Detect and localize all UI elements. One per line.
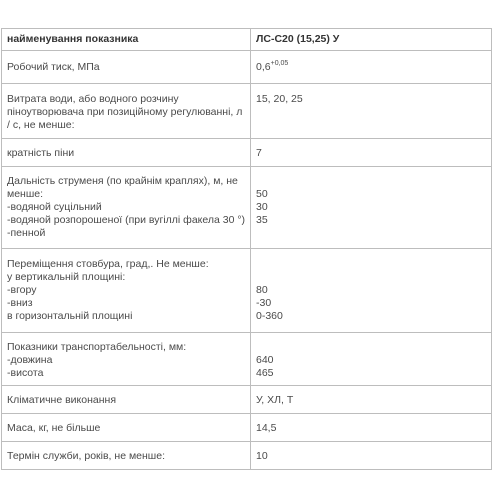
param-subitem: -висота <box>7 367 44 379</box>
value-cell <box>251 249 492 333</box>
value-cell <box>251 442 492 470</box>
param-cell <box>2 84 251 139</box>
value-text: 465 <box>256 367 274 379</box>
header-param-label: найменування показника <box>7 33 139 45</box>
param-cell <box>2 414 251 442</box>
param-subitem: -вниз <box>7 297 33 309</box>
value-text: -30 <box>256 297 272 309</box>
value-cell <box>251 386 492 414</box>
value-cell <box>251 333 492 386</box>
value-text: 640 <box>256 354 274 366</box>
value-text: 10 <box>256 450 268 462</box>
param-text: Маса, кг, не більше <box>7 422 101 434</box>
param-text: Витрата води, або водного розчину піноутворювача при позиційному регулюванні, л / с, не менше: <box>7 93 243 131</box>
value-text: 80 <box>256 284 268 296</box>
table-row <box>2 442 492 470</box>
table-row <box>2 249 492 333</box>
value-text: 0,6 <box>256 61 271 73</box>
param-cell <box>2 51 251 84</box>
param-subitem: -водяной суцільний <box>7 201 102 213</box>
value-cell <box>251 139 492 167</box>
value-cell <box>251 84 492 139</box>
value-text: У, ХЛ, Т <box>256 394 294 406</box>
header-model-cell <box>251 29 492 51</box>
header-model-label: ЛС-С20 (15,25) У <box>256 33 340 45</box>
value-text: 50 <box>256 188 268 200</box>
table-row <box>2 51 492 84</box>
param-text: Дальність струменя (по крайнім краплях), м, не менше: <box>7 175 238 200</box>
param-cell <box>2 139 251 167</box>
param-cell <box>2 442 251 470</box>
value-text: 7 <box>256 147 262 159</box>
table-row <box>2 139 492 167</box>
table-row <box>2 414 492 442</box>
param-cell <box>2 386 251 414</box>
specifications-table <box>1 28 492 470</box>
table-row <box>2 167 492 249</box>
param-cell <box>2 249 251 333</box>
param-text: Показники транспортабельності, мм: <box>7 341 187 353</box>
table-header-row <box>2 29 492 51</box>
param-subitem: -пенной <box>7 227 46 239</box>
param-subitem: -водяной розпорошеної (при вугіллі факела 30 °) <box>7 214 246 226</box>
param-text: Кліматичне виконання <box>7 394 117 406</box>
value-tolerance: +0,05 <box>270 60 289 67</box>
param-text: Термін служби, років, не менше: <box>7 450 165 462</box>
param-text: кратність піни <box>7 147 75 159</box>
param-subitem: -вгору <box>7 284 37 296</box>
param-subitem: -довжина <box>7 354 53 366</box>
table-row <box>2 84 492 139</box>
value-text: 35 <box>256 214 268 226</box>
value-cell <box>251 414 492 442</box>
value-cell <box>251 167 492 249</box>
table-row <box>2 333 492 386</box>
param-cell <box>2 333 251 386</box>
value-text: 0-360 <box>256 310 283 322</box>
value-text: 30 <box>256 201 268 213</box>
header-param-cell <box>2 29 251 51</box>
value-text: 15, 20, 25 <box>256 93 303 105</box>
param-subitem: у вертикальній площині: <box>7 271 126 283</box>
param-cell <box>2 167 251 249</box>
param-subitem: в горизонтальній площині <box>7 310 133 322</box>
value-cell <box>251 51 492 84</box>
value-text: 14,5 <box>256 422 277 434</box>
param-text: Робочий тиск, МПа <box>7 61 100 73</box>
param-text: Переміщення стовбура, град,. Не менше: <box>7 258 209 270</box>
table-row <box>2 386 492 414</box>
